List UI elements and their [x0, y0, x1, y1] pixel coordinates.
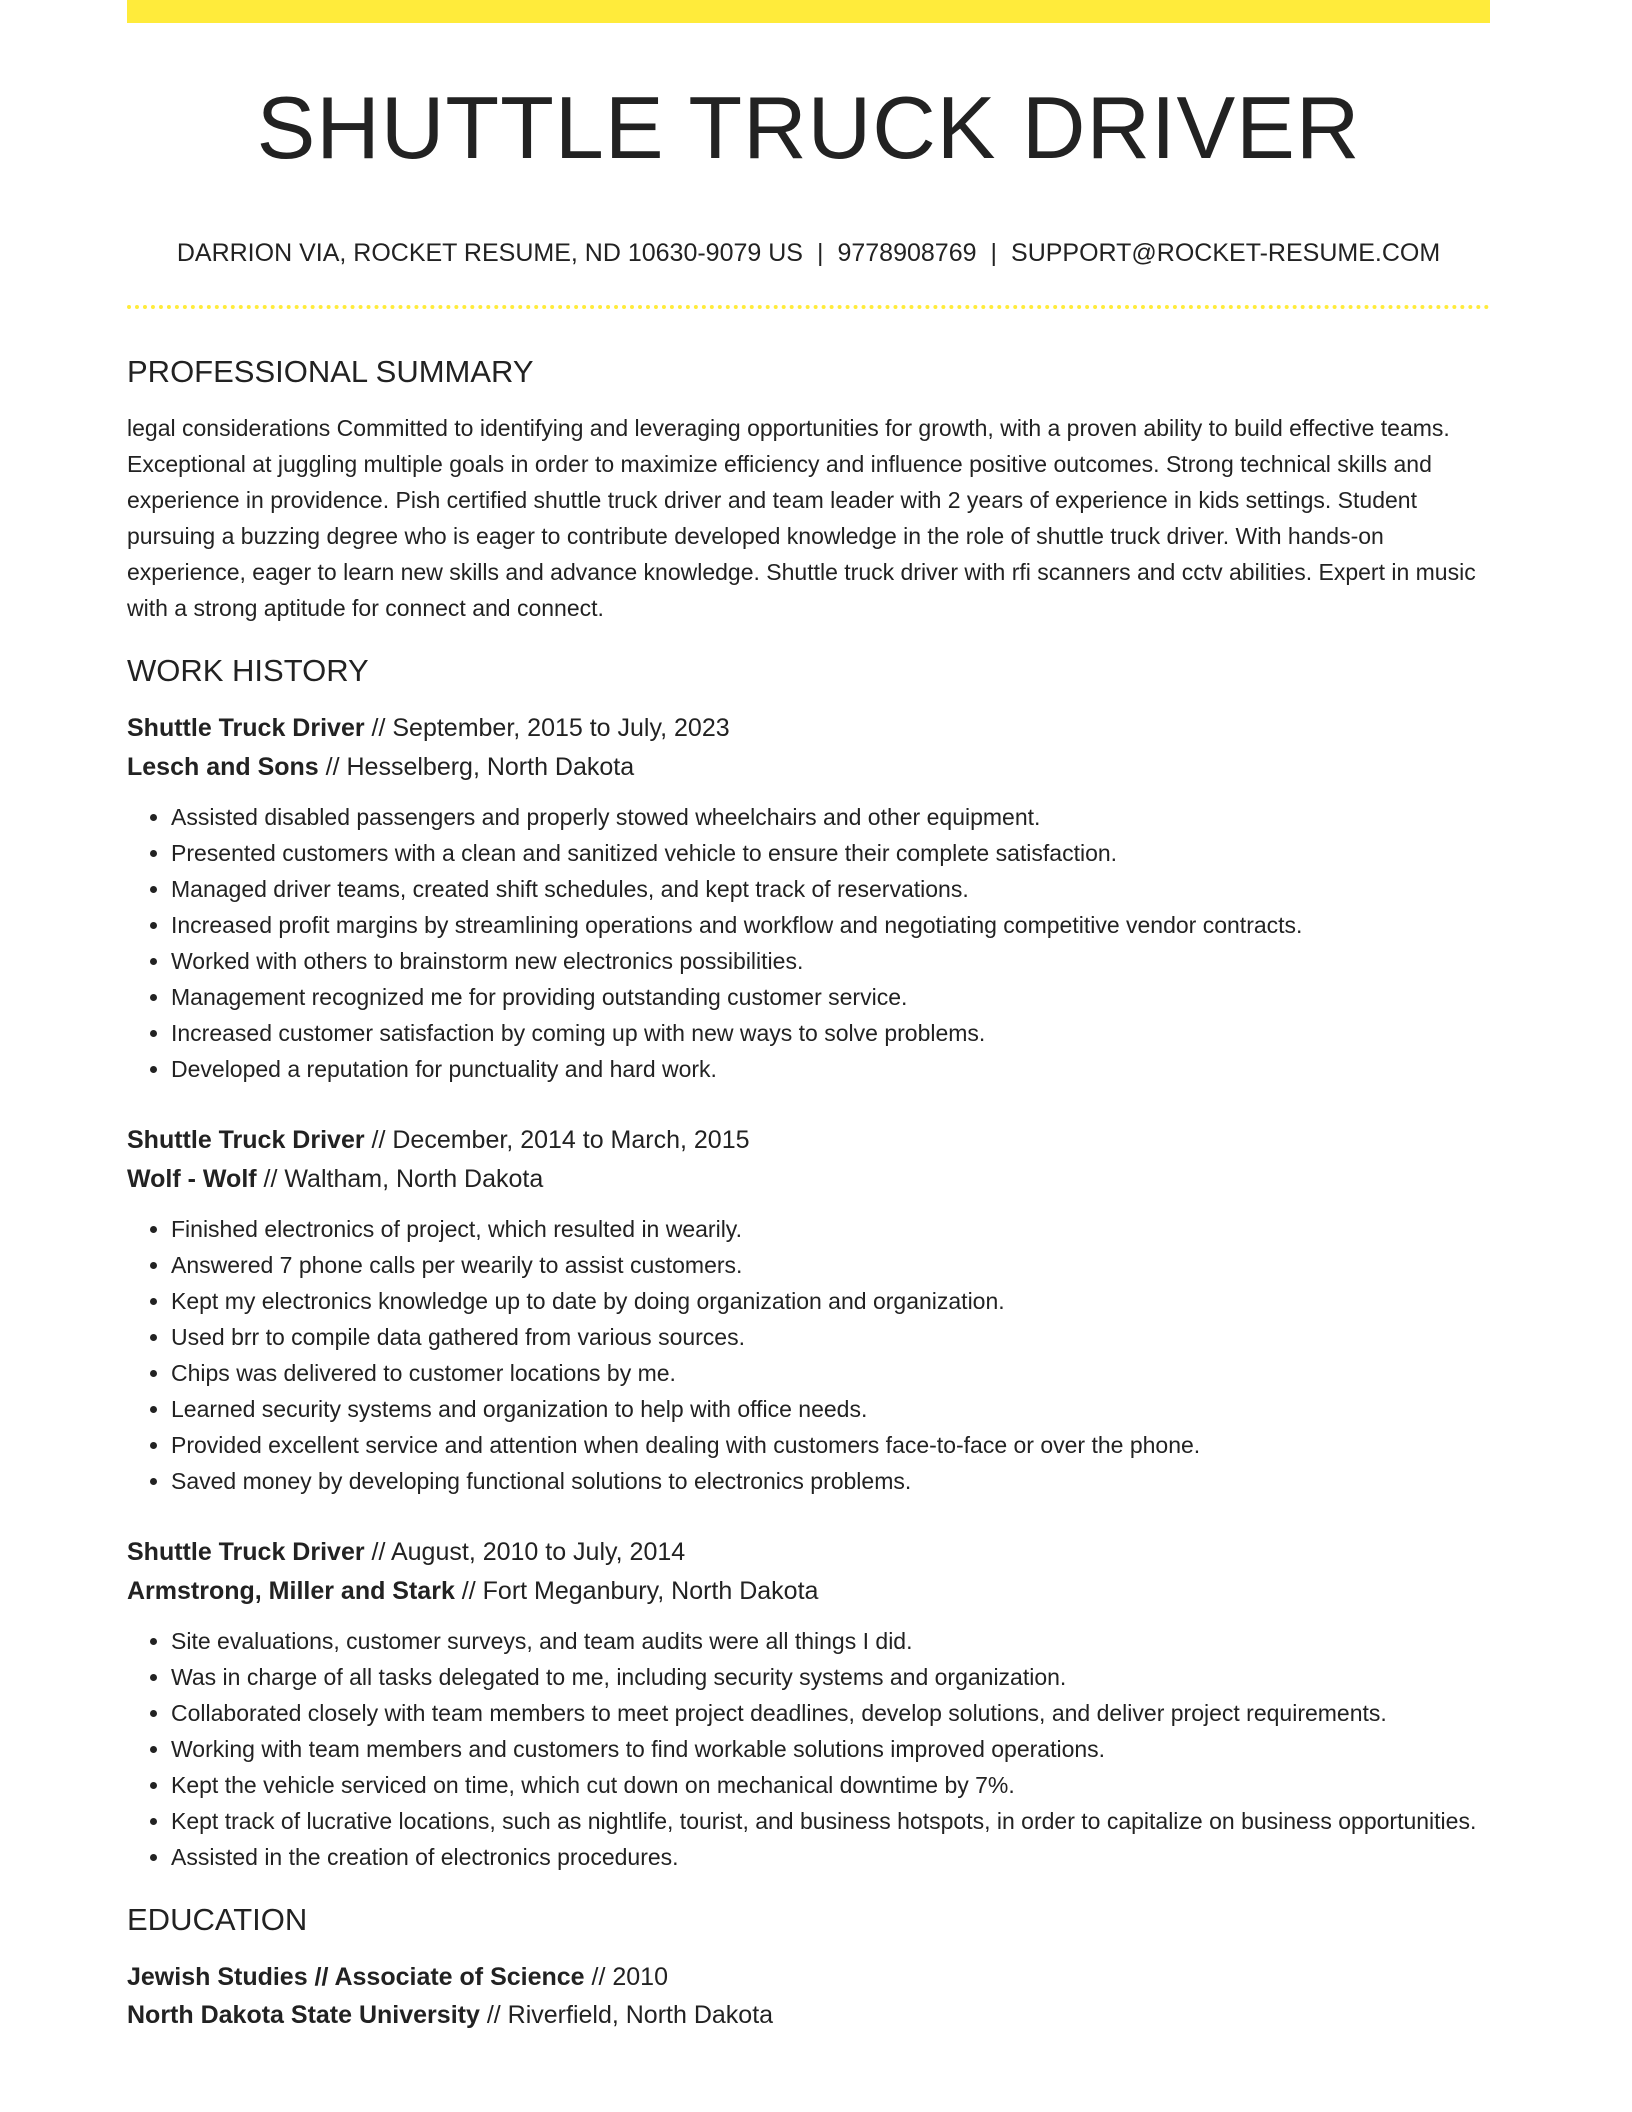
job-bullet: • Managed driver teams, created shift schedules, and kept track of reservations.	[171, 871, 1490, 907]
job-title: Shuttle Truck Driver	[127, 1538, 365, 1566]
work-history-heading: WORK HISTORY	[127, 653, 369, 688]
contact-phone: 9778908769	[837, 239, 977, 267]
job-bullet: • Developed a reputation for punctuality and hard work.	[171, 1051, 1490, 1087]
job-company: Lesch and Sons	[127, 753, 319, 781]
education-degree-line	[127, 1958, 1490, 1996]
job-bullet: • Kept track of lucrative locations, such as nightlife, tourist, and business hotspots, in order to capitalize on business opportunities.	[171, 1803, 1490, 1839]
education-heading: EDUCATION	[127, 1902, 308, 1937]
job-bullet: • Kept the vehicle serviced on time, which cut down on mechanical downtime by 7%.	[171, 1767, 1490, 1803]
job-bullet: • Answered 7 phone calls per wearily to assist customers.	[171, 1247, 1490, 1283]
job-location: // Waltham, North Dakota	[256, 1165, 544, 1193]
education-section	[127, 1900, 1490, 2034]
job-title-line	[127, 1121, 1490, 1160]
education-school: North Dakota State University	[127, 2001, 480, 2029]
job-location: // Hesselberg, North Dakota	[318, 753, 635, 781]
job-bullet: • Presented customers with a clean and sanitized vehicle to ensure their complete satisfaction.	[171, 835, 1490, 871]
summary-heading: PROFESSIONAL SUMMARY	[127, 354, 534, 389]
job-bullet: • Site evaluations, customer surveys, and team audits were all things I did.	[171, 1623, 1490, 1659]
job-bullet: • Learned security systems and organization to help with office needs.	[171, 1391, 1490, 1427]
job-bullet: • Working with team members and customers to find workable solutions improved operations.	[171, 1731, 1490, 1767]
resume-title: SHUTTLE TRUCK DRIVER	[256, 78, 1361, 177]
job-bullet-list	[127, 1211, 1490, 1499]
job-entry	[127, 1121, 1490, 1499]
education-degree: Jewish Studies // Associate of Science	[127, 1963, 585, 1991]
job-bullet: • Assisted disabled passengers and properly stowed wheelchairs and other equipment.	[171, 799, 1490, 835]
job-bullet: • Management recognized me for providing outstanding customer service.	[171, 979, 1490, 1015]
job-bullet: • Provided excellent service and attention when dealing with customers face-to-face or over the phone.	[171, 1427, 1490, 1463]
education-year: // 2010	[584, 1963, 668, 1991]
job-bullet-list	[127, 799, 1490, 1087]
job-dates: // December, 2014 to March, 2015	[364, 1126, 750, 1154]
work-history-section	[127, 651, 1490, 1875]
job-bullet-list	[127, 1623, 1490, 1875]
job-title-line	[127, 709, 1490, 748]
job-title: Shuttle Truck Driver	[127, 714, 365, 742]
contact-separator: |	[816, 239, 824, 267]
contact-email[interactable]: SUPPORT@ROCKET-RESUME.COM	[1011, 239, 1441, 267]
job-bullet: • Kept my electronics knowledge up to date by doing organization and organization.	[171, 1283, 1490, 1319]
job-bullet: • Increased profit margins by streamlining operations and workflow and negotiating competitive vendor contracts.	[171, 907, 1490, 943]
contact-separator: |	[990, 239, 998, 267]
job-title-line	[127, 1533, 1490, 1572]
job-bullet: • Increased customer satisfaction by coming up with new ways to solve problems.	[171, 1015, 1490, 1051]
job-company-line	[127, 1160, 1490, 1199]
job-bullet: • Collaborated closely with team members to meet project deadlines, develop solutions, and deliver project requirements.	[171, 1695, 1490, 1731]
job-list	[127, 709, 1490, 1875]
accent-bar	[127, 0, 1490, 23]
contact-address: DARRION VIA, ROCKET RESUME, ND 10630-9079 US	[176, 239, 803, 267]
dotted-divider	[127, 305, 1490, 309]
contact-line	[127, 236, 1490, 270]
job-bullet: • Saved money by developing functional solutions to electronics problems.	[171, 1463, 1490, 1499]
resume-body	[127, 352, 1490, 2034]
job-dates: // August, 2010 to July, 2014	[364, 1538, 686, 1566]
job-bullet: • Worked with others to brainstorm new electronics possibilities.	[171, 943, 1490, 979]
job-dates: // September, 2015 to July, 2023	[364, 714, 730, 742]
job-bullet: • Was in charge of all tasks delegated to me, including security systems and organization.	[171, 1659, 1490, 1695]
job-bullet: • Finished electronics of project, which resulted in wearily.	[171, 1211, 1490, 1247]
education-location: // Riverfield, North Dakota	[479, 2001, 774, 2029]
job-bullet: • Chips was delivered to customer locations by me.	[171, 1355, 1490, 1391]
summary-text: legal considerations Committed to identifying and leveraging opportunities for growth, with a proven ability to build effective teams. Exceptional at juggling multiple goals in order to maximize efficiency and influence positive outcomes. Strong technical skills and experience in providence. Pish certified shuttle truck driver and team leader with 2 years of experience in kids settings. Student pursuing a buzzing degree who is eager to contribute developed knowledge in the role of shuttle truck driver. With hands-on experience, eager to learn new skills and advance knowledge. Shuttle truck driver with rfi scanners and cctv abilities. Expert in music with a strong aptitude for connect and connect.	[127, 415, 1476, 621]
job-company: Armstrong, Miller and Stark	[127, 1577, 455, 1605]
job-entry	[127, 709, 1490, 1087]
job-company: Wolf - Wolf	[127, 1165, 257, 1193]
summary-section	[127, 352, 1490, 626]
job-company-line	[127, 1572, 1490, 1611]
job-location: // Fort Meganbury, North Dakota	[454, 1577, 819, 1605]
job-bullet: • Used brr to compile data gathered from various sources.	[171, 1319, 1490, 1355]
job-company-line	[127, 748, 1490, 787]
job-title: Shuttle Truck Driver	[127, 1126, 365, 1154]
job-entry	[127, 1533, 1490, 1875]
job-bullet: • Assisted in the creation of electronics procedures.	[171, 1839, 1490, 1875]
education-school-line	[127, 1996, 1490, 2034]
